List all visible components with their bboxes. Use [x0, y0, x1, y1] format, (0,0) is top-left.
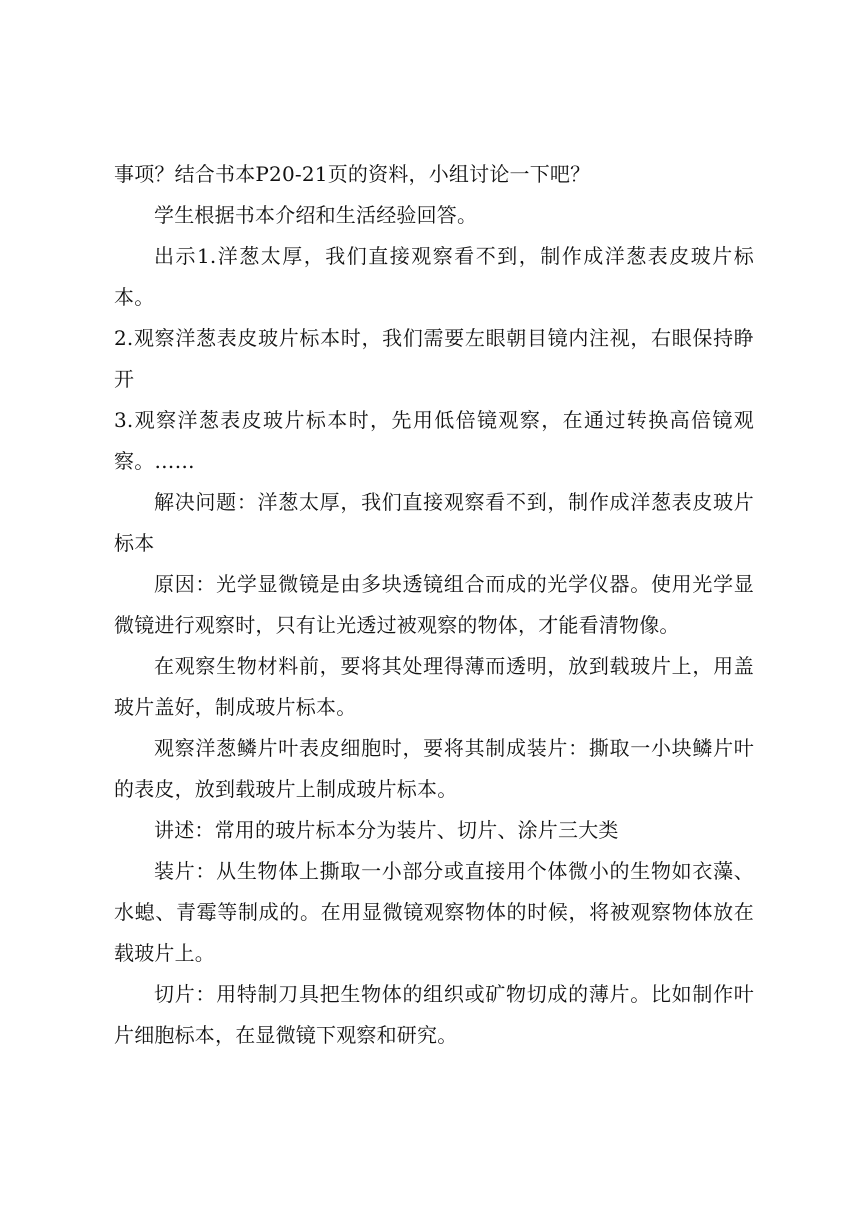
document-body	[114, 154, 754, 1056]
paragraph-show-point-3: 3.观察洋葱表皮玻片标本时，先用低倍镜观察，在通过转换高倍镜观察。……	[114, 408, 754, 473]
paragraph-solve-problem: 解决问题：洋葱太厚，我们直接观察看不到，制作成洋葱表皮玻片标本	[114, 490, 754, 555]
paragraph-mount-slide: 装片：从生物体上撕取一小部分或直接用个体微小的生物如衣藻、水螅、青霉等制成的。在用显微镜观察物体的时候，将被观察物体放在载玻片上。	[114, 859, 754, 965]
paragraph-question-intro: 事项？结合书本P20-21页的资料，小组讨论一下吧？	[114, 162, 591, 186]
paragraph-reason: 原因：光学显微镜是由多块透镜组合而成的光学仪器。使用光学显微镜进行观察时，只有让光透过被观察的物体，才能看清物像。	[114, 572, 754, 637]
paragraph-onion-cells: 观察洋葱鳞片叶表皮细胞时，要将其制成装片：撕取一小块鳞片叶的表皮，放到载玻片上制成玻片标本。	[114, 736, 754, 801]
paragraph-show-point-1: 出示1.洋葱太厚，我们直接观察看不到，制作成洋葱表皮玻片标本。	[114, 244, 754, 309]
paragraph-show-point-2: 2.观察洋葱表皮玻片标本时，我们需要左眼朝目镜内注视，右眼保持睁开	[114, 326, 754, 391]
paragraph-slide-types: 讲述：常用的玻片标本分为装片、切片、涂片三大类	[154, 818, 619, 842]
paragraph-student-answer: 学生根据书本介绍和生活经验回答。	[154, 203, 478, 227]
paragraph-prepare-material: 在观察生物材料前，要将其处理得薄而透明，放到载玻片上，用盖玻片盖好，制成玻片标本。	[114, 654, 754, 719]
paragraph-section-slide: 切片：用特制刀具把生物体的组织或矿物切成的薄片。比如制作叶片细胞标本，在显微镜下观察和研究。	[114, 982, 754, 1047]
